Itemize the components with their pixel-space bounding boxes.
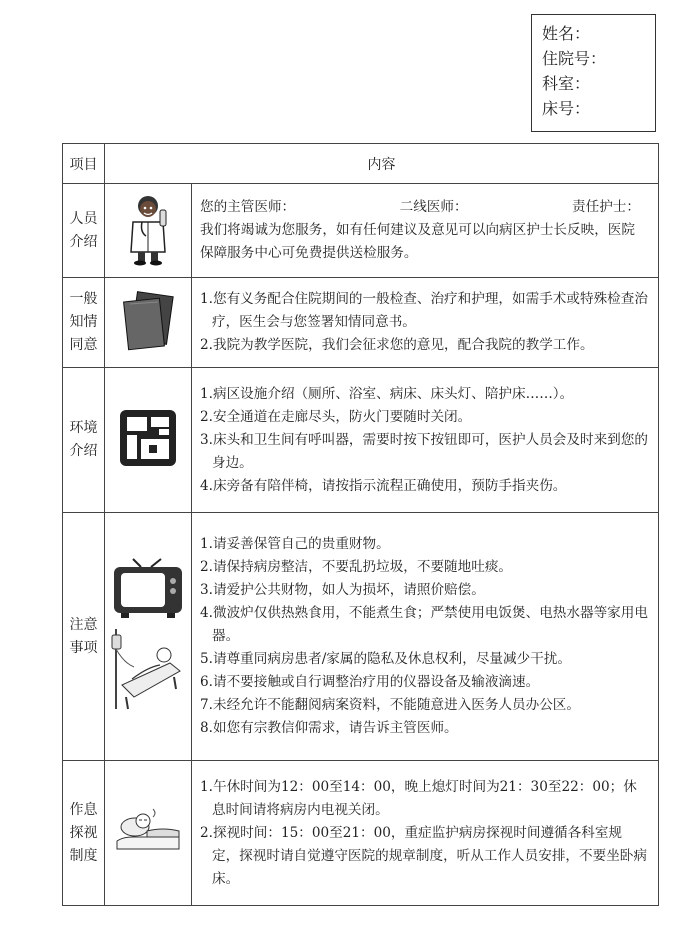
staff-line: [200, 196, 648, 219]
list-item: 2.探视时间：15：00至21：00，重症监护病房探视时间遵循各科室规定，探视时请自觉遵守医院的规章制度，听从工作人员安排，不要坐卧病床。: [200, 824, 647, 887]
attending-doctor-label: 您的主管医师：: [200, 199, 296, 215]
list-item: 8.如您有宗教信仰需求，请告诉主管医师。: [200, 720, 458, 736]
content-cell: [192, 184, 659, 278]
item-label: [63, 184, 105, 278]
item-label-line: 环境: [69, 420, 98, 436]
consent-list: [200, 288, 648, 357]
list-item: 4.微波炉仅供热熟食用，不能煮生食；严禁使用电饭煲、电热水器等家用电器。: [200, 605, 648, 644]
list-item: 1.午休时间为12：00至14：00，晚上熄灯时间为21：30至22：00；休息时间请将病房内电视关闭。: [200, 778, 637, 818]
list-item: 4.床旁备有陪伴椅，请按指示流程正确使用，预防手指夹伤。: [200, 477, 567, 494]
row-environment-intro: [63, 368, 659, 513]
patient-info-box: [531, 14, 656, 132]
content-cell: [192, 278, 659, 368]
list-item: 1.病区设施介绍（厕所、浴室、病床、床头灯、陪护床……）。: [200, 385, 574, 402]
item-label-line: 作息: [69, 801, 98, 818]
content-cell: [192, 368, 659, 513]
list-item: 2.安全通道在走廊尽头，防火门要随时关闭。: [200, 408, 472, 425]
list-item: 5.请尊重同病房患者/家属的隐私及休息权利，尽量减少干扰。: [200, 651, 571, 667]
header-content: 内容: [105, 144, 659, 184]
nurse-label: 责任护士：: [572, 199, 640, 215]
row-general-consent: [63, 278, 659, 368]
header-item: 项目: [63, 144, 105, 184]
table-header-row: [63, 144, 659, 184]
environment-list: [200, 383, 648, 498]
floor-plan-icon: [105, 368, 192, 513]
department-label: 科室：: [542, 74, 591, 93]
item-label: [63, 513, 105, 761]
item-label-line: 知情: [69, 314, 98, 330]
bed-no-label: 床号：: [542, 99, 591, 118]
item-label-line: 事项: [69, 639, 98, 656]
item-label: [63, 368, 105, 513]
list-item: 1.您有义务配合住院期间的一般检查、治疗和护理，如需手术或特殊检查治疗，医生会与您签署知情同意书。: [200, 291, 648, 330]
item-label-line: 制度: [69, 847, 98, 864]
item-label-line: 探视: [69, 824, 98, 841]
television-icon: [111, 557, 185, 619]
list-item: 6.请不要接触或自行调整治疗用的仪器设备及输液滴速。: [200, 674, 540, 690]
second-line-doctor-label: 二线医师：: [399, 199, 468, 215]
item-label-line: 介绍: [69, 443, 98, 459]
admission-info-table: [62, 143, 659, 906]
list-item: 3.请爱护公共财物，如人为损坏，请照价赔偿。: [200, 582, 485, 598]
list-item: 2.请保持病房整洁，不要乱扔垃圾，不要随地吐痰。: [200, 559, 513, 575]
list-item: 2.我院为教学医院，我们会征求您的意见，配合我院的教学工作。: [200, 337, 594, 353]
content-cell: [192, 761, 659, 906]
list-item: 7.未经允许不能翻阅病案资料，不能随意进入医务人员办公区。: [200, 697, 580, 713]
documents-icon: [105, 278, 192, 368]
item-label: [63, 761, 105, 906]
item-label: [63, 278, 105, 368]
item-label-line: 同意: [69, 337, 98, 353]
list-item: 3.床头和卫生间有呼叫器，需要时按下按钮即可，医护人员会及时来到您的身边。: [200, 431, 648, 471]
list-item: 1.请妥善保管自己的贵重财物。: [200, 536, 390, 552]
sleeping-patient-icon: [105, 761, 192, 906]
admission-no-label: 住院号：: [542, 49, 607, 68]
item-label-line: 介绍: [69, 233, 98, 250]
item-label-line: 一般: [69, 291, 98, 307]
row-schedule-visiting: [63, 761, 659, 906]
precautions-list: [200, 533, 648, 740]
item-label-line: 人员: [69, 210, 98, 227]
name-label: 姓名：: [542, 24, 591, 43]
content-cell: [192, 513, 659, 761]
item-label-line: 注意: [69, 616, 98, 633]
precautions-icons: [105, 513, 192, 761]
service-text: 我们将竭诚为您服务，如有任何建议及意见可以向病区护士长反映，医院保障服务中心可免费提供送检服务。: [200, 222, 635, 261]
patient-in-bed-icon: [108, 623, 188, 713]
schedule-list: [200, 776, 648, 891]
row-staff-intro: [63, 184, 659, 278]
row-precautions: [63, 513, 659, 761]
doctor-icon: [105, 184, 192, 278]
